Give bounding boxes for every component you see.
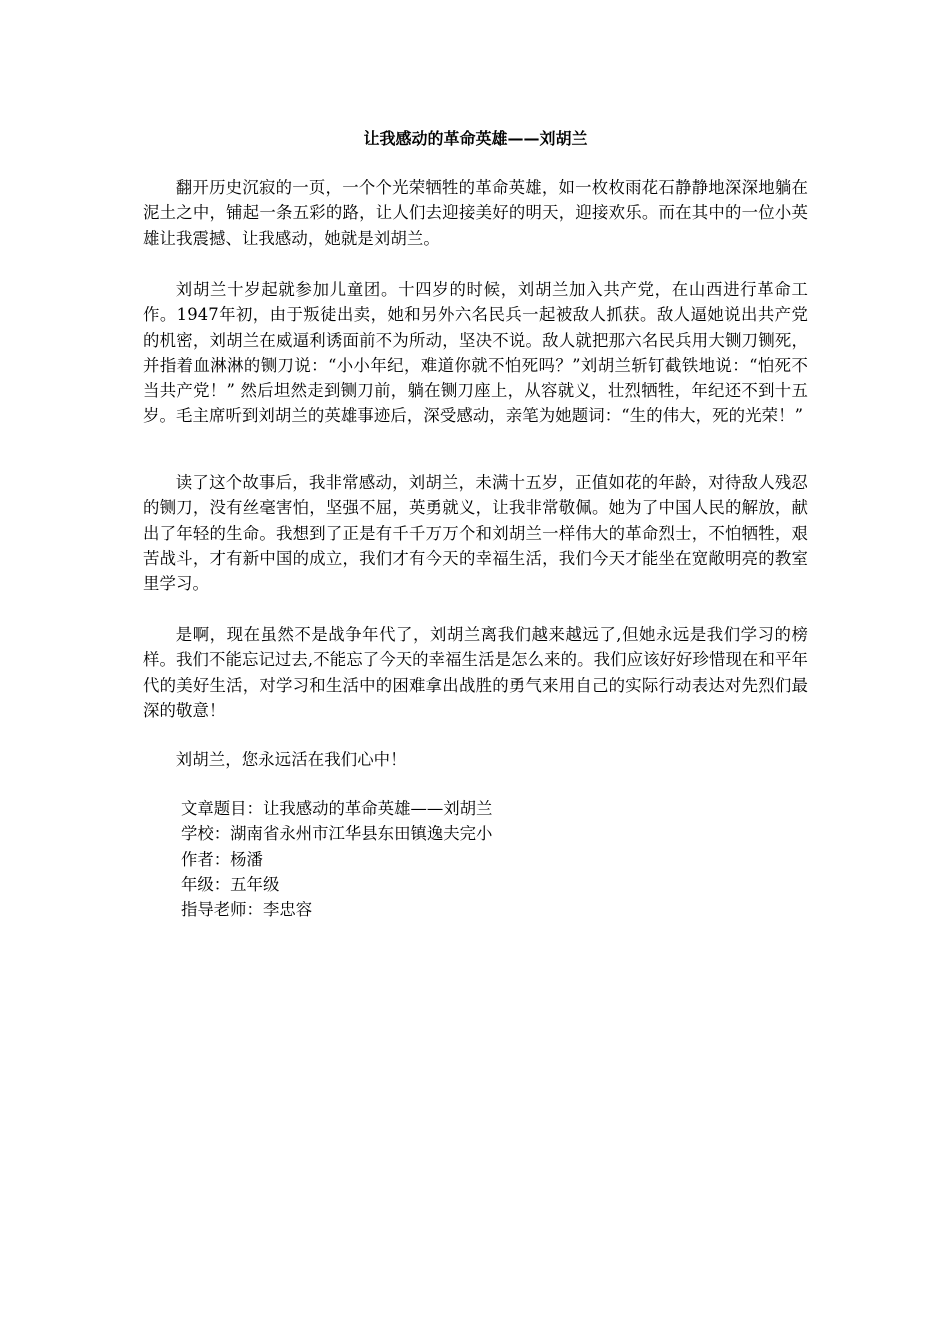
paragraph-intro: 翻开历史沉寂的一页，一个个光荣牺牲的革命英雄，如一枚枚雨花石静静地深深地躺在泥土之中，铺起一条五彩的路，让人们去迎接美好的明天，迎接欢乐。而在其中的一位小英雄让我震撼、让我感动，她就是刘胡兰。 [143,178,808,248]
info-school: 学校：湖南省永州市江华县东田镇逸夫完小 [181,824,493,844]
article-info [181,796,492,922]
paragraph-closing: 刘胡兰，您永远活在我们心中！ [175,750,407,769]
paragraph-lesson: 是啊，现在虽然不是战争年代了，刘胡兰离我们越来越远了,但她永远是我们学习的榜样。我们不能忘记过去,不能忘了今天的幸福生活是怎么来的。我们应该好好珍惜现在和平年代的美好生活，对学习和生活中的困难拿出战胜的勇气来用自己的实际行动表达对先烈们最深的敬意！ [143,625,808,720]
info-teacher: 指导老师：李忠容 [181,900,313,920]
paragraph-story: 刘胡兰十岁起就参加儿童团。十四岁的时候，刘胡兰加入共产党，在山西进行革命工作。1947年初，由于叛徒出卖，她和另外六名民兵一起被敌人抓获。敌人逼她说出共产党的机密，刘胡兰在威逼利诱面前不为所动，坚决不说。敌人就把那六名民兵用大铡刀铡死，并指着血淋淋的铡刀说：“小小年纪，难道你就不怕死吗？”刘胡兰斩钉截铁地说：“怕死不当共产党！” 然后坦然走到铡刀前，躺在铡刀座上，从容就义，壮烈牺牲，年纪还不到十五岁。毛主席听到刘胡兰的英雄事迹后，深受感动，亲笔为她题词：“生的伟大，死的光荣！” [143,280,808,426]
info-article-title: 文章题目：让我感动的革命英雄——刘胡兰 [181,799,493,818]
info-grade: 年级：五年级 [181,874,280,894]
info-author: 作者：杨潘 [181,849,263,869]
document-title: 让我感动的革命英雄——刘胡兰 [363,129,588,148]
paragraph-reflection: 读了这个故事后，我非常感动，刘胡兰，未满十五岁，正值如花的年龄，对待敌人残忍的铡刀，没有丝毫害怕，坚强不屈，英勇就义，让我非常敬佩。她为了中国人民的解放，献出了年轻的生命。我想到了正是有千千万万个和刘胡兰一样伟大的革命烈士，不怕牺牲，艰苦战斗，才有新中国的成立，我们才有今天的幸福生活，我们今天才能坐在宽敞明亮的教室里学习。 [143,473,808,594]
